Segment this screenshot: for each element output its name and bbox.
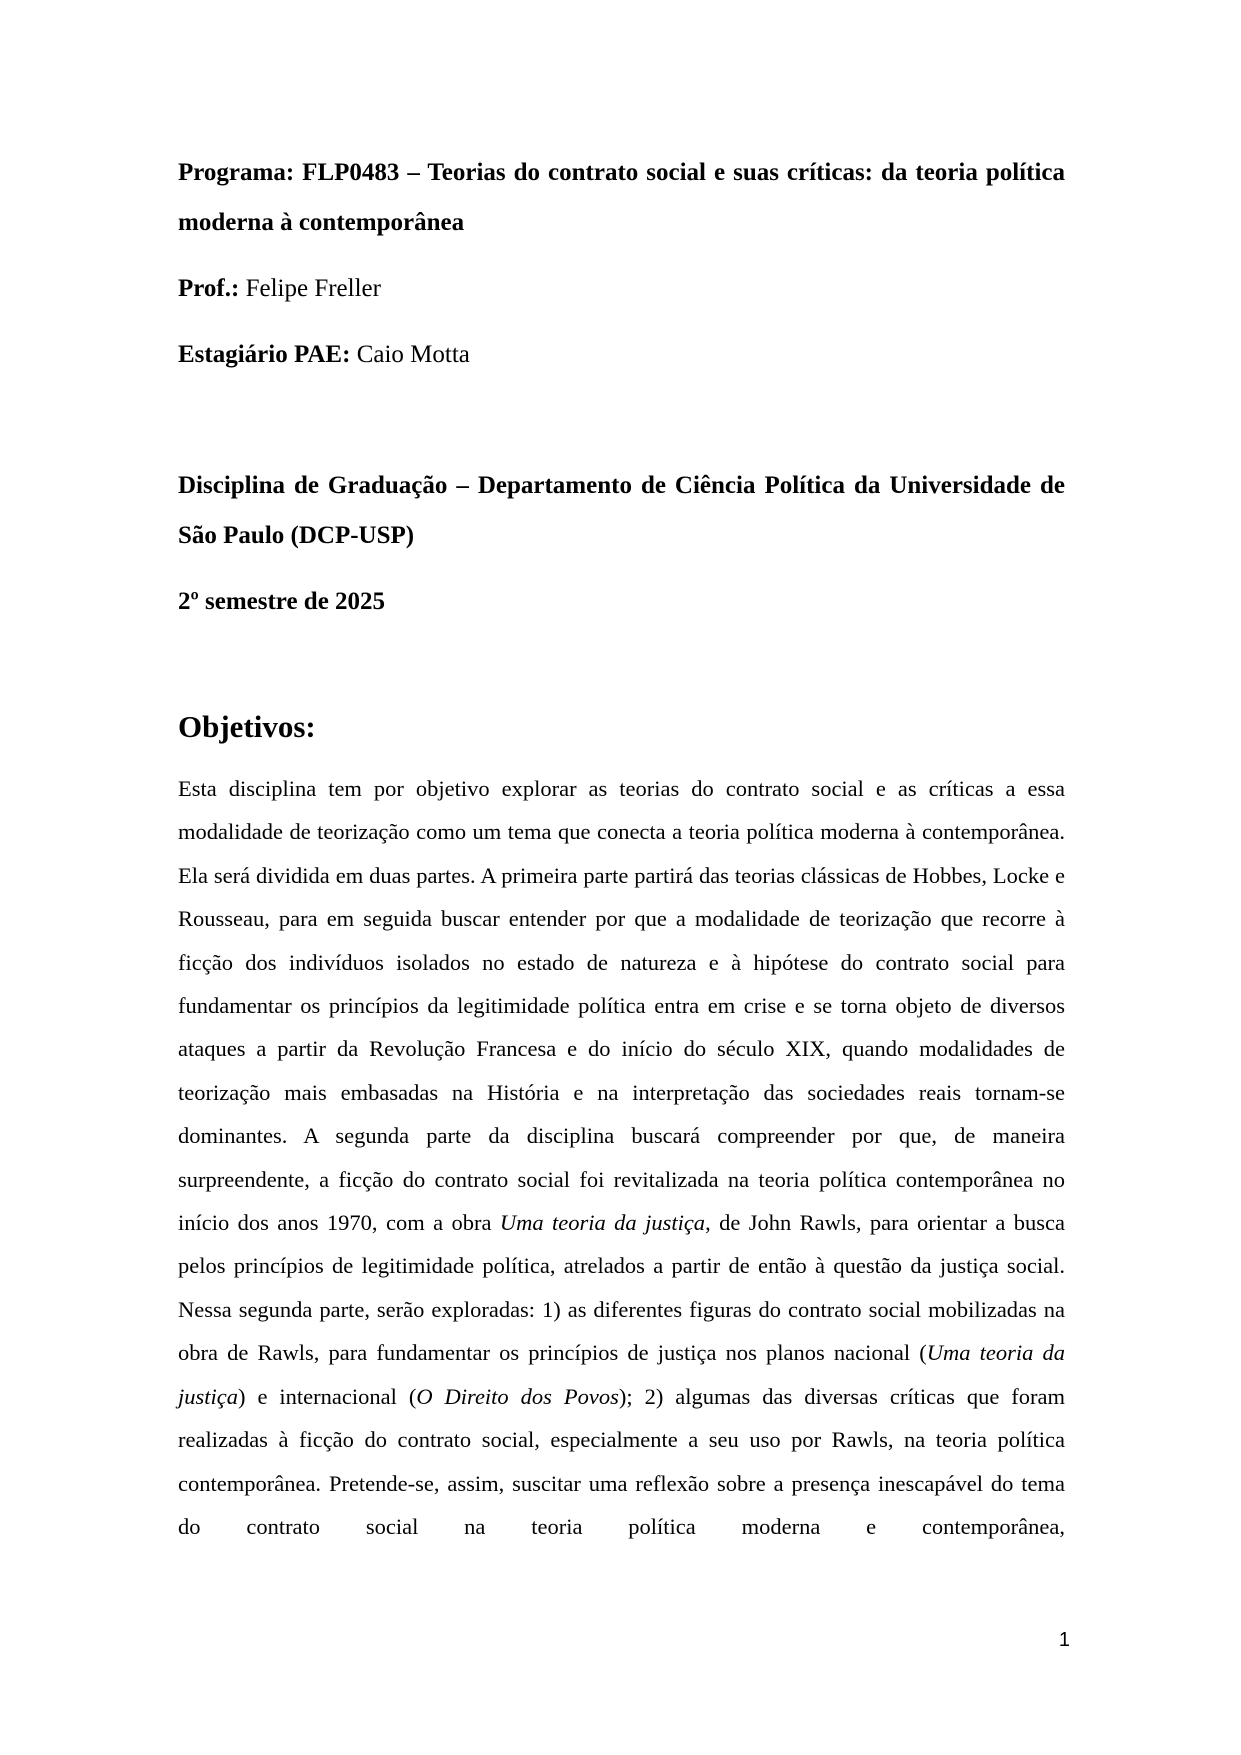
work-title-1: Uma teoria da justiça (499, 1210, 706, 1236)
objectives-paragraph (178, 767, 1065, 1548)
program-line (178, 148, 1065, 248)
professor-name: Felipe Freller (245, 275, 381, 302)
program-label: Programa: (178, 159, 295, 186)
work-title-3: O Direito dos Povos (416, 1383, 619, 1409)
discipline-line: Disciplina de Graduação – Departamento de Ciência Política da Universidade de São Paulo (DCP-USP) (178, 472, 1065, 549)
professor-line (178, 264, 1065, 314)
objectives-text-4: ); 2) algumas das diversas críticas que foram realizadas à ficção do contrato social, especialmente a seu uso por Rawls, na teoria política contemporânea. Pretende-se, assim, suscitar uma reflexão sobre a presença inescapável do tema do contrato social na teoria política moderna e contemporânea, (178, 1383, 1065, 1539)
semester-line: 2º semestre de 2025 (178, 588, 386, 615)
page-content (178, 148, 1065, 1548)
objectives-heading: Objetivos: (178, 709, 316, 744)
intern-label: Estagiário PAE: (178, 341, 351, 368)
intern-name: Caio Motta (356, 341, 470, 368)
program-title: FLP0483 – Teorias do contrato social e suas críticas: da teoria política moderna à contemporânea (178, 159, 1065, 236)
page-number: 1 (1058, 1629, 1070, 1651)
objectives-text-1: Esta disciplina tem por objetivo explorar as teorias do contrato social e as críticas a essa modalidade de teorização como um tema que conecta a teoria política moderna à contemporânea. Ela será dividida em duas partes. A primeira parte partirá das teorias clássicas de Hobbes, Locke e Rousseau, para em seguida buscar entender por que a modalidade de teorização que recorre à ficção dos indivíduos isolados no estado de natureza e à hipótese do contrato social para fundamentar os princípios da legitimidade política entra em crise e se torna objeto de diversos ataques a partir da Revolução Francesa e do início do século XIX, quando modalidades de teorização mais embasadas na História e na interpretação das sociedades reais tornam-se dominantes. A segunda parte da disciplina buscará compreender por que, de maneira surpreendente, a ficção do contrato social foi revitalizada na teoria política contemporânea no início dos anos 1970, com a obra (178, 776, 1065, 1236)
professor-label: Prof.: (178, 275, 240, 302)
intern-line (178, 330, 1065, 380)
work-title-2: Uma teoria da justiça (178, 1340, 1065, 1409)
objectives-text-2: , de John Rawls, para orientar a busca pelos princípios de legitimidade política, atrelados a partir de então à questão da justiça social. Nessa segunda parte, serão exploradas: 1) as diferentes figuras do contrato social mobilizadas na obra de Rawls, para fundamentar os princípios de justiça nos planos nacional ( (178, 1210, 1065, 1366)
objectives-text-3: ) e internacional ( (238, 1383, 417, 1409)
